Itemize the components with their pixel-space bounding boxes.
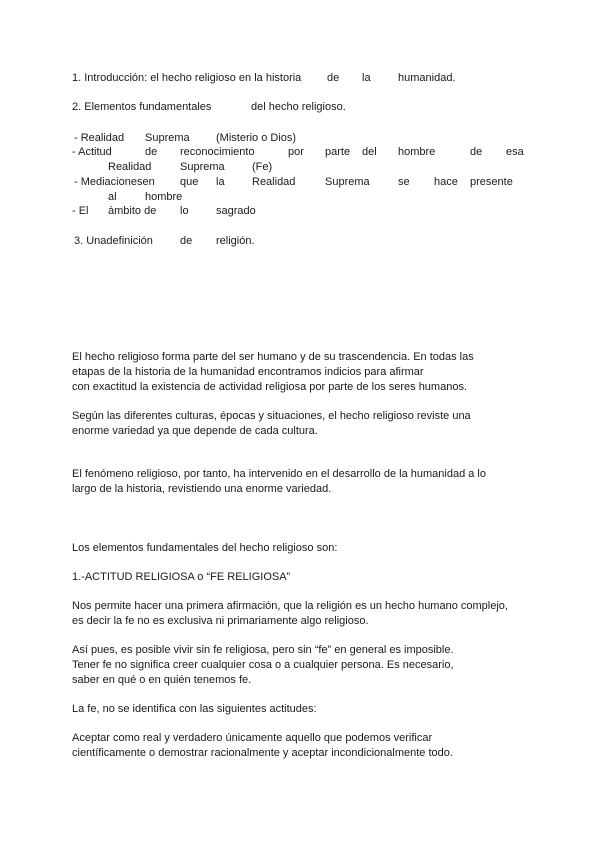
- paragraph-line: enorme variedad ya que depende de cada cultura.: [72, 425, 318, 437]
- outline-sub-word: - Mediacionesen: [74, 176, 155, 188]
- outline-item-1: [0, 72, 600, 85]
- outline-sub-word: que: [180, 176, 199, 188]
- outline-item-2-word: del hecho religioso.: [251, 101, 346, 113]
- outline-sub-3: [0, 176, 600, 189]
- outline-sub-word: Suprema: [145, 132, 190, 144]
- outline-sub-word: de: [145, 146, 158, 158]
- outline-sub-word: (Fe): [252, 161, 273, 173]
- paragraph-line: Así pues, es posible vivir sin fe religiosa, pero sin “fe” en general es imposible.: [72, 644, 454, 656]
- outline-sub-word: - Realidad: [74, 132, 125, 144]
- outline-sub-word: Realidad: [252, 176, 296, 188]
- outline-item-3-word: de: [180, 235, 193, 247]
- outline-sub-word: sagrado: [216, 205, 256, 217]
- paragraph-line: Según las diferentes culturas, épocas y situaciones, el hecho religioso reviste una: [72, 410, 471, 422]
- outline-item-2: [0, 101, 600, 114]
- outline-sub-word: por: [288, 146, 304, 158]
- section-heading: 1.-ACTITUD RELIGIOSA o “FE RELIGIOSA”: [72, 571, 291, 583]
- outline-sub-4: [0, 205, 600, 218]
- paragraph-line: largo de la historia, revistiendo una enorme variedad.: [72, 483, 332, 495]
- paragraph-line: Aceptar como real y verdadero únicamente aquello que podemos verificar: [72, 732, 433, 744]
- paragraph-line: El hecho religioso forma parte del ser humano y de su trascendencia. En todas las: [72, 351, 474, 363]
- paragraph-line: científicamente o demostrar racionalmente y aceptar incondicionalmente todo.: [72, 747, 453, 759]
- outline-sub-2: [0, 146, 600, 159]
- outline-item-3: [0, 235, 600, 248]
- outline-sub-word: reconocimiento: [180, 146, 255, 158]
- outline-sub-word: parte: [325, 146, 351, 158]
- outline-item-1-text: 1. Introducción: el hecho religioso en la historia: [72, 72, 302, 84]
- outline-sub-word: (Misterio o Dios): [216, 132, 297, 144]
- outline-item-3-word: religión.: [216, 235, 255, 247]
- outline-sub-word: esa: [506, 146, 524, 158]
- outline-sub-word: ámbito de: [108, 205, 157, 217]
- outline-sub-2-continued: [0, 161, 600, 174]
- outline-sub-word: - Actitud: [72, 146, 112, 158]
- paragraph-line: con exactitud la existencia de actividad religiosa por parte de los seres humanos.: [72, 381, 468, 393]
- outline-sub-word: - El: [72, 205, 89, 217]
- paragraph-line: El fenómeno religioso, por tanto, ha intervenido en el desarrollo de la humanidad a lo: [72, 468, 486, 480]
- paragraph-line: etapas de la historia de la humanidad encontramos indicios para afirmar: [72, 366, 424, 378]
- paragraph-line: Nos permite hacer una primera afirmación, que la religión es un hecho humano complejo,: [72, 600, 508, 612]
- paragraph-line: Los elementos fundamentales del hecho religioso son:: [72, 542, 338, 554]
- outline-sub-word: Realidad: [108, 161, 152, 173]
- outline-sub-word: presente: [470, 176, 513, 188]
- outline-item-2-text: 2. Elementos fundamentales: [72, 101, 212, 113]
- paragraph-line: saber en qué o en quién tenemos fe.: [72, 674, 252, 686]
- outline-sub-word: hace: [434, 176, 458, 188]
- outline-sub-word: de: [470, 146, 483, 158]
- outline-item-1-word: humanidad.: [398, 72, 456, 84]
- outline-sub-word: la: [216, 176, 225, 188]
- outline-item-1-word: de: [327, 72, 340, 84]
- outline-sub-word: Suprema: [325, 176, 370, 188]
- outline-sub-word: hombre: [398, 146, 436, 158]
- paragraph-line: Tener fe no significa creer cualquier cosa o a cualquier persona. Es necesario,: [72, 659, 454, 671]
- paragraph-line: es decir la fe no es exclusiva ni primariamente algo religioso.: [72, 615, 369, 627]
- outline-sub-word: lo: [180, 205, 189, 217]
- outline-item-1-word: la: [362, 72, 371, 84]
- outline-sub-3-continued: [0, 191, 600, 204]
- outline-sub-1: [0, 132, 600, 145]
- outline-sub-word: Suprema: [180, 161, 225, 173]
- outline-item-3-text: 3. Unadefinición: [74, 235, 153, 247]
- paragraph-line: La fe, no se identifica con las siguientes actitudes:: [72, 703, 317, 715]
- outline-sub-word: al: [108, 191, 117, 203]
- outline-sub-word: del: [362, 146, 377, 158]
- outline-sub-word: hombre: [145, 191, 183, 203]
- outline-sub-word: se: [398, 176, 410, 188]
